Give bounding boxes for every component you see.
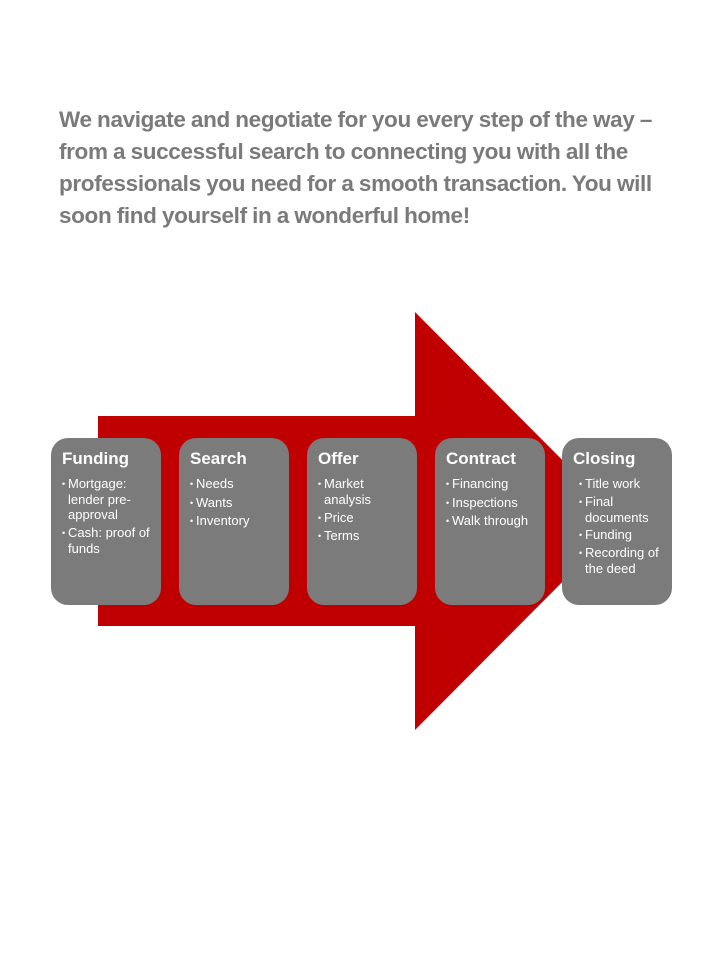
step-funding [51,438,161,605]
step-title: Contract [446,449,516,468]
step-item-list [190,476,281,529]
step-item-list [318,476,409,544]
step-item: • Market analysis [318,476,409,507]
intro-paragraph: We navigate and negotiate for you every step of the way – from a successful search to connecting you with all the professionals you need for a smooth transaction. You will soon find yourself in a wonderful home! [59,107,653,228]
step-item-list [446,476,537,529]
step-item: • Funding [579,527,664,543]
step-item: • Inventory [190,513,281,529]
step-item: • Needs [190,476,281,492]
step-contract [435,438,545,605]
step-item: • Terms [318,528,409,544]
step-item: • Price [318,510,409,526]
step-closing [562,438,672,605]
step-item: • Recording of the deed [579,545,664,576]
step-item: • Financing [446,476,537,492]
step-item: • Wants [190,495,281,511]
step-item: • Inspections [446,495,537,511]
step-item: • Cash: proof of funds [62,525,153,556]
step-item-list [573,476,664,576]
step-item: • Walk through [446,513,537,529]
step-search [179,438,289,605]
step-item: • Title work [579,476,664,492]
step-item-list [62,476,153,556]
step-title: Offer [318,449,359,468]
step-item: • Final documents [579,494,664,525]
step-title: Closing [573,449,636,468]
step-item: • Mortgage: lender pre-approval [62,476,153,522]
step-title: Funding [62,449,130,468]
step-offer [307,438,417,605]
step-title: Search [190,449,247,468]
